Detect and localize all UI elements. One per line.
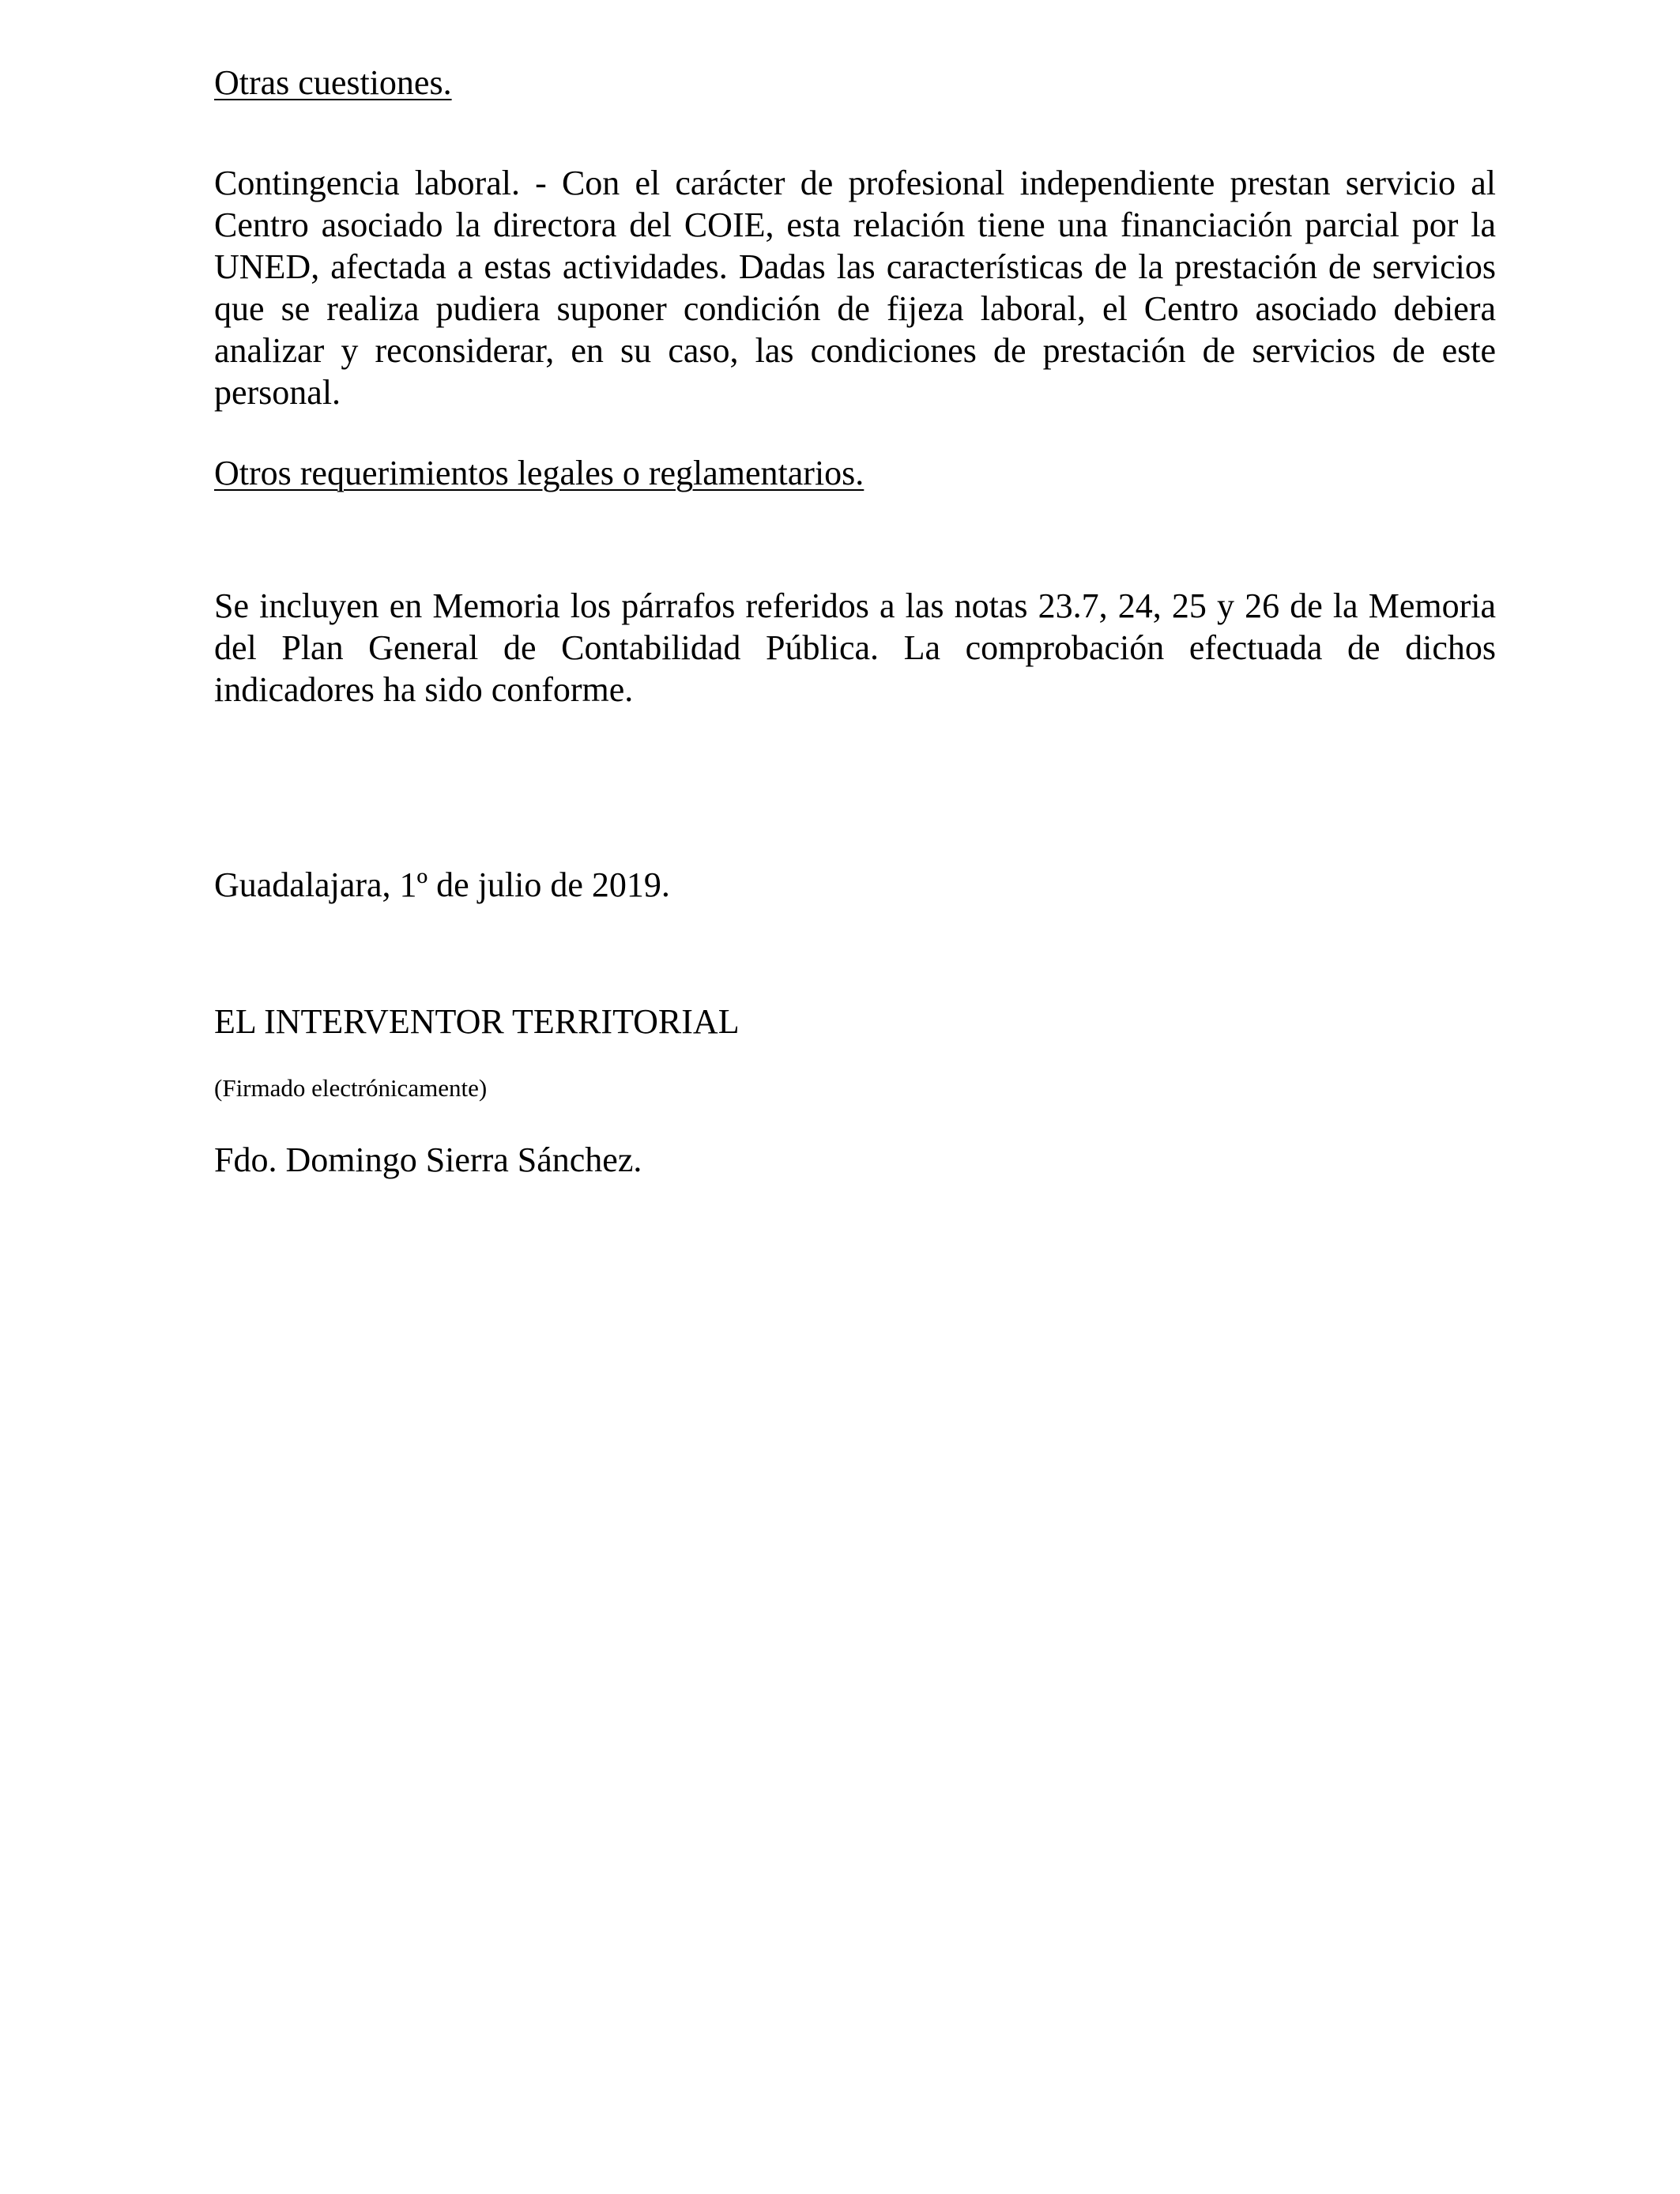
section-heading-legal-requirements: Otros requerimientos legales o reglamentarios. (214, 454, 864, 492)
signer-name: Fdo. Domingo Sierra Sánchez. (214, 1140, 642, 1179)
paragraph-labor-contingency: Contingencia laboral. - Con el carácter de profesional independiente prestan servicio al Centro asociado la directora del COIE, esta relación tiene una financiación parcial por la UNED, afectada a estas actividades. Dadas las características de la prestación de servicios que se realiza pudiera suponer condición de fijeza laboral, el Centro asociado debiera analizar y reconsiderar, en su caso, las condiciones de prestación de servicios de este personal. (214, 164, 1496, 412)
signature-note: (Firmado electrónicamente) (214, 1074, 488, 1102)
section-heading-other-issues: Otras cuestiones. (214, 63, 452, 102)
paragraph-memoria-notes: Se incluyen en Memoria los párrafos referidos a las notas 23.7, 24, 25 y 26 de la Memoria del Plan General de Contabilidad Pública. La comprobación efectuada de dichos indicadores ha sido conforme. (214, 586, 1496, 709)
place-date: Guadalajara, 1º de julio de 2019. (214, 865, 670, 904)
signer-title: EL INTERVENTOR TERRITORIAL (214, 1002, 740, 1041)
